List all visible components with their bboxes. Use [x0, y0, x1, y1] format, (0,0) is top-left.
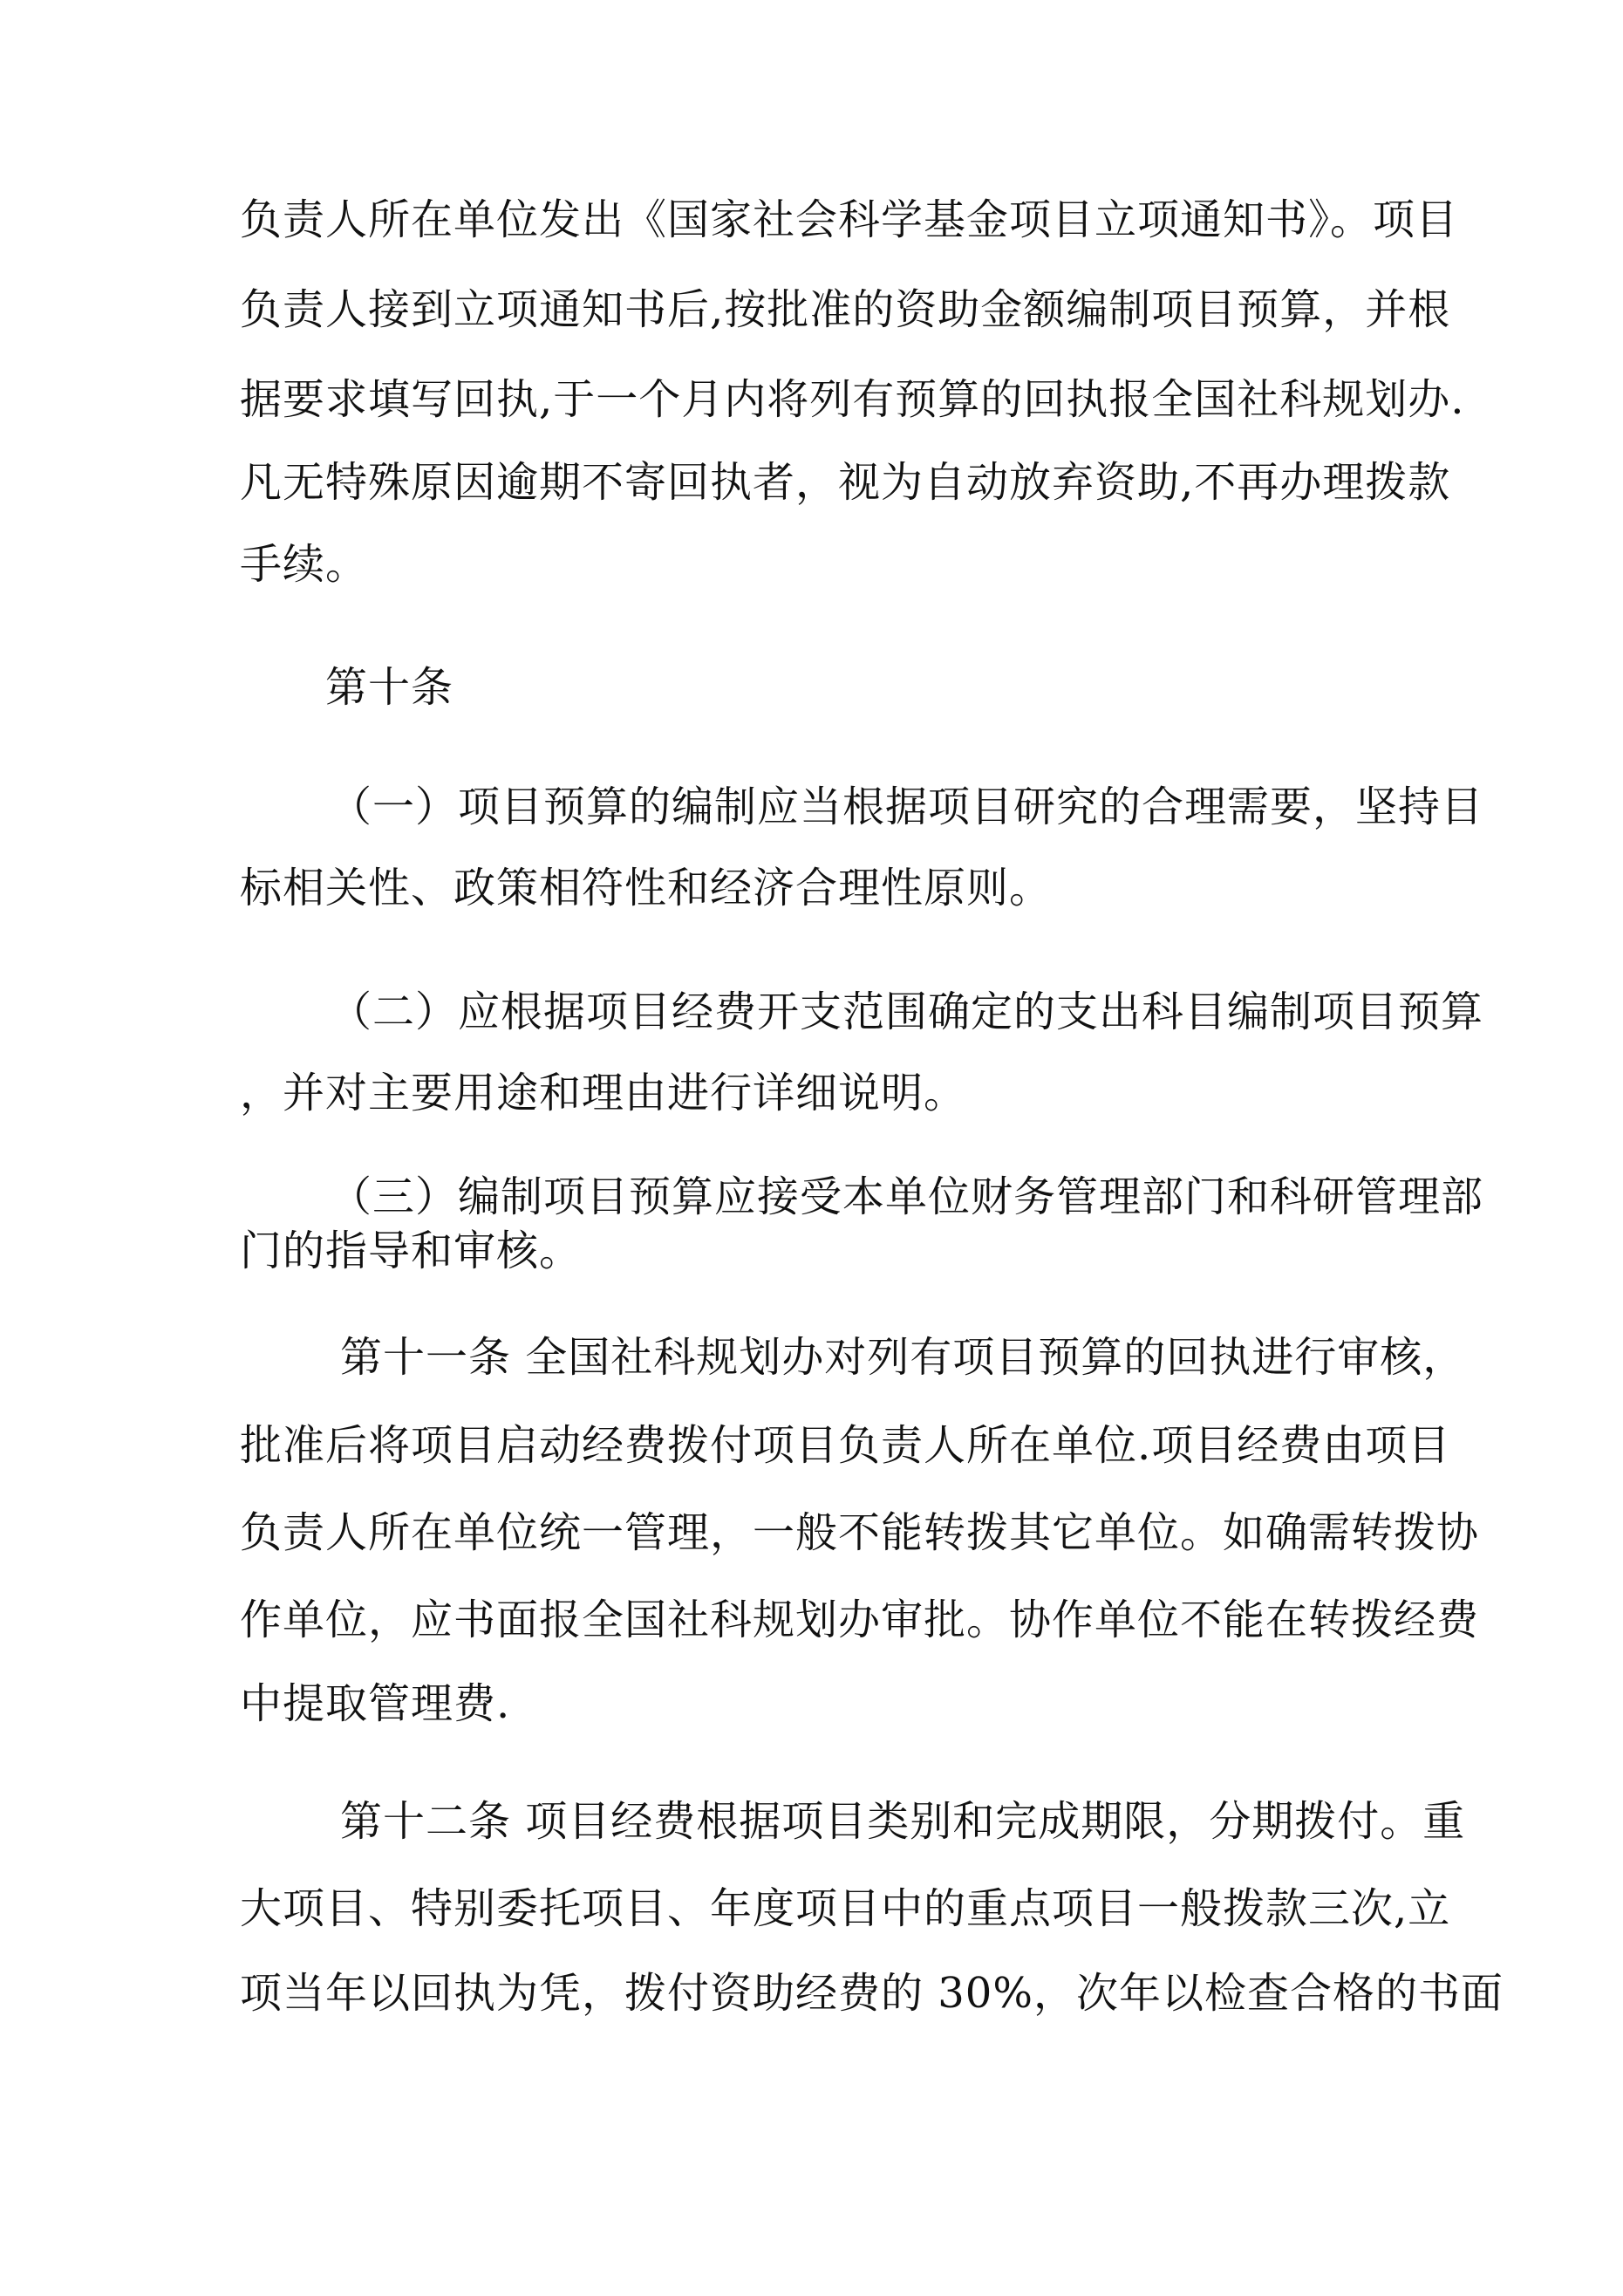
text-line: 门的指导和审核。 [240, 1227, 583, 1275]
text-line: 标相关性、政策相符性和经济合理性原则。 [240, 864, 1053, 912]
text-line: 中提取管理费. [240, 1679, 511, 1728]
text-line: 据要求填写回执,于一个月内将列有预算的回执报全国社科规划办. [240, 375, 1465, 424]
text-line: 手续。 [240, 540, 369, 589]
text-line: 作单位，应书面报全国社科规划办审批。协作单位不能在转拨经费 [240, 1596, 1480, 1644]
list-item-line: （一）项目预算的编制应当根据项目研究的合理需要，坚持目 [330, 782, 1484, 831]
text-line: 凡无特殊原因逾期不寄回执者，视为自动放弃资助,不再办理拨款 [240, 458, 1451, 507]
text-line: 大项目、特别委托项目、年度项目中的重点项目一般拨款三次,立 [240, 1884, 1451, 1933]
article-line: 第十一条 全国社科规划办对列有项目预算的回执进行审核， [340, 1333, 1466, 1382]
text-line: 负责人接到立项通知书后,按批准的资助金额编制项目预算，并根 [240, 285, 1451, 334]
article-heading: 第十条 [325, 663, 454, 712]
article-line: 第十二条 项目经费根据项目类别和完成期限，分期拨付。重 [340, 1797, 1466, 1846]
text-line: ，并对主要用途和理由进行详细说明。 [240, 1069, 967, 1117]
list-item-line: （三）编制项目预算应接受本单位财务管理部门和科研管理部 [330, 1172, 1484, 1221]
text-line: 负责人所在单位发出《国家社会科学基金项目立项通知书》。项目 [240, 195, 1459, 244]
text-line: 项当年以回执为凭，拨付资助经费的 30%，次年以检查合格的书面 [240, 1969, 1504, 2018]
text-line: 负责人所在单位统一管理，一般不能转拨其它单位。如确需转拨协 [240, 1508, 1480, 1557]
text-line: 批准后将项目启动经费拨付项目负责人所在单位.项目经费由项目 [240, 1421, 1451, 1470]
list-item-line: （二）应根据项目经费开支范围确定的支出科目编制项目预算 [330, 987, 1484, 1036]
